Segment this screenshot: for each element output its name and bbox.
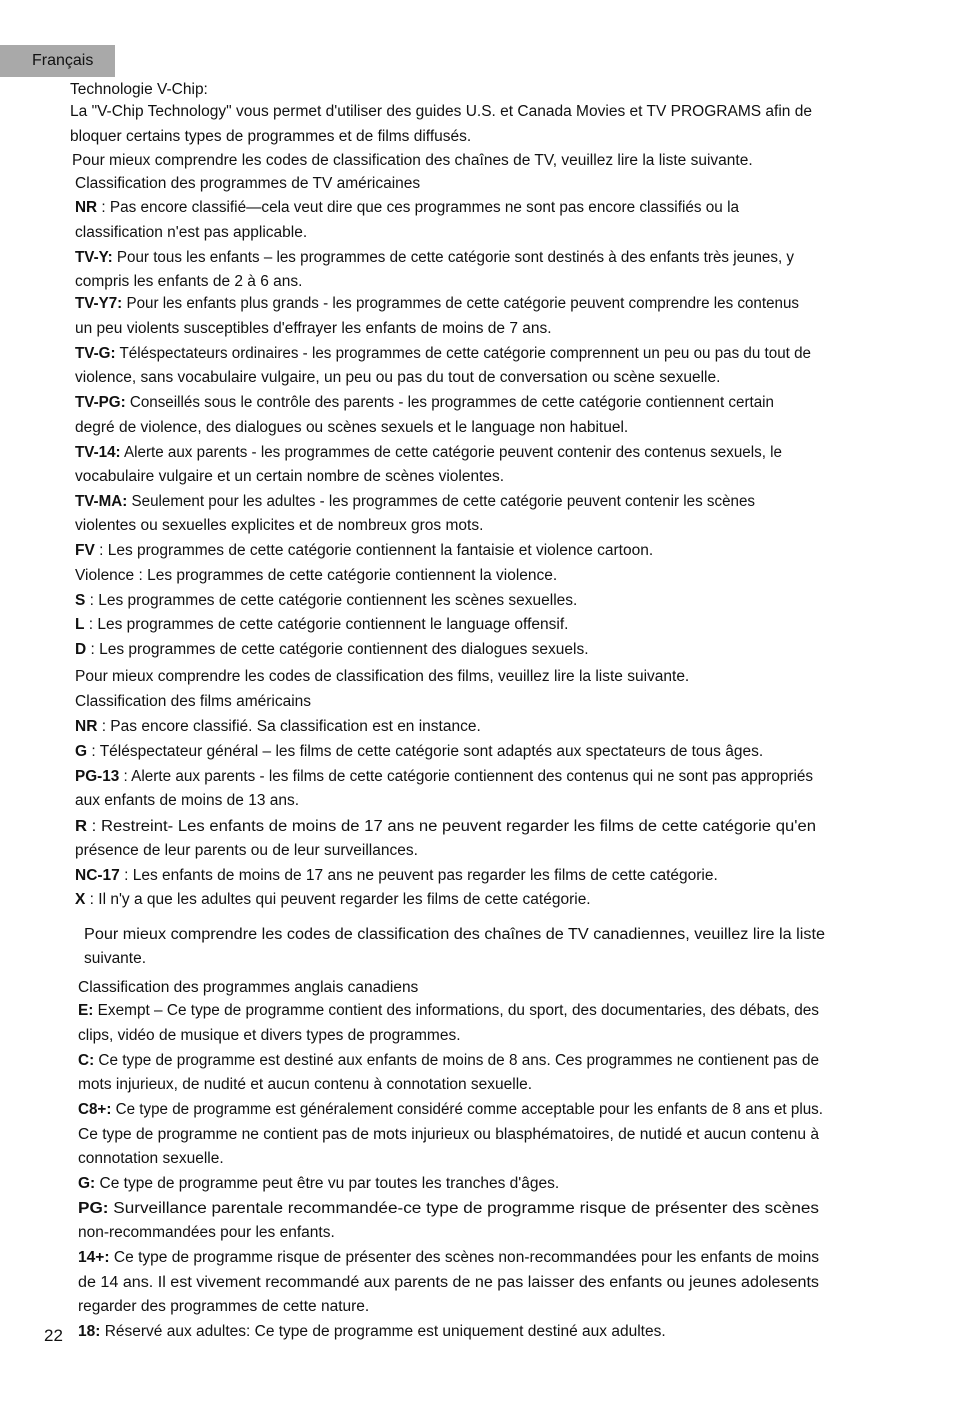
text-line xyxy=(78,1223,335,1243)
rating-code: NC-17 xyxy=(75,867,120,884)
text-line xyxy=(75,344,811,364)
rating-code: G xyxy=(75,743,88,760)
line-text: regarder des programmes de cette nature. xyxy=(78,1298,370,1315)
line-text: : Les programmes de cette catégorie contiennent la fantaisie et violence cartoon. xyxy=(94,542,654,559)
rating-code: NR xyxy=(75,199,98,216)
rating-code: TV-Y7: xyxy=(75,295,123,312)
text-line xyxy=(75,791,299,811)
text-line xyxy=(75,174,420,194)
line-text: suivante. xyxy=(84,950,147,967)
text-line xyxy=(75,492,755,512)
line-text: Ce type de programme ne contient pas de mots injurieux ou blasphématoires, de nutidé et aucun contenu à xyxy=(78,1126,820,1143)
line-text: Téléspectateurs ordinaires - les programmes de cette catégorie comprennent un peu ou pas du tout de xyxy=(115,345,811,362)
line-text: Alerte aux parents - les programmes de cette catégorie peuvent contenir des contenus sexuels, le xyxy=(120,444,782,461)
line-text: clips, vidéo de musique et divers types de programmes. xyxy=(78,1027,461,1044)
text-line xyxy=(78,1174,559,1194)
rating-code: C8+: xyxy=(78,1101,112,1118)
rating-code: R xyxy=(75,818,88,835)
rating-code: PG-13 xyxy=(75,768,120,785)
text-line xyxy=(75,516,483,536)
line-text: : Alerte aux parents - les films de cette catégorie contiennent des contenus qui ne sont pas appropriés xyxy=(119,768,814,785)
line-text: : Restreint- Les enfants de moins de 17 ans ne peuvent regarder les films de cette catégorie qu'en xyxy=(87,818,816,835)
line-text: Réservé aux adultes: Ce type de programme est uniquement destiné aux adultes. xyxy=(100,1323,666,1340)
text-line xyxy=(72,151,753,171)
text-line xyxy=(75,418,628,438)
text-line xyxy=(70,127,471,147)
rating-code: E: xyxy=(78,1002,94,1019)
line-text: : Les enfants de moins de 17 ans ne peuvent pas regarder les films de cette catégorie. xyxy=(119,867,718,884)
rating-code: G: xyxy=(78,1175,96,1192)
line-text: classification n'est pas applicable. xyxy=(75,224,308,241)
text-line xyxy=(75,393,774,413)
line-text: Ce type de programme est généralement considéré comme acceptable pour les enfants de 8 ans et plus. xyxy=(111,1101,824,1118)
text-line xyxy=(70,102,812,122)
line-text: Pour mieux comprendre les codes de classification des chaînes de TV, veuillez lire la liste suivante. xyxy=(72,152,753,169)
text-line xyxy=(75,841,418,861)
text-line xyxy=(78,978,418,998)
text-line xyxy=(75,692,311,712)
rating-code: TV-14: xyxy=(75,444,121,461)
line-text: : Les programmes de cette catégorie contiennent les scènes sexuelles. xyxy=(85,592,578,609)
rating-code: TV-PG: xyxy=(75,394,126,411)
text-line xyxy=(75,866,718,886)
line-text: : Il n'y a que les adultes qui peuvent regarder les films de cette catégorie. xyxy=(85,891,591,908)
text-line xyxy=(75,817,816,837)
line-text: Ce type de programme peut être vu par toutes les tranches d'âges. xyxy=(95,1175,560,1192)
line-text: Pour mieux comprendre les codes de classification des films, veuillez lire la liste suivante. xyxy=(75,668,690,685)
text-line xyxy=(75,667,689,687)
line-text: : Téléspectateur général – les films de cette catégorie sont adaptés aux spectateurs de tous âges. xyxy=(87,743,764,760)
text-line xyxy=(78,1273,819,1293)
text-line xyxy=(70,80,208,100)
rating-code: S xyxy=(75,592,86,609)
line-text: un peu violents susceptibles d'effrayer les enfants de moins de 7 ans. xyxy=(75,320,552,337)
text-line xyxy=(75,640,589,660)
text-line xyxy=(75,541,653,561)
text-line xyxy=(75,368,720,388)
line-text: degré de violence, des dialogues ou scènes sexuels et le language non habituel. xyxy=(75,419,629,436)
text-line xyxy=(78,1075,532,1095)
rating-code: 18: xyxy=(78,1323,101,1340)
line-text: Pour mieux comprendre les codes de classification des chaînes de TV canadiennes, veuillez lire la liste xyxy=(84,926,825,943)
text-line xyxy=(78,1051,819,1071)
text-line xyxy=(84,949,146,969)
text-line xyxy=(78,1026,461,1046)
text-line xyxy=(75,615,568,635)
line-text: Classification des programmes de TV américaines xyxy=(75,175,421,192)
rating-code: PG: xyxy=(78,1200,109,1217)
text-line xyxy=(84,925,825,945)
text-line xyxy=(75,566,557,586)
line-text: Classification des programmes anglais canadiens xyxy=(78,979,419,996)
text-line xyxy=(75,467,504,487)
rating-code: X xyxy=(75,891,86,908)
line-text: aux enfants de moins de 13 ans. xyxy=(75,792,300,809)
text-line xyxy=(75,272,302,292)
text-line xyxy=(78,1125,819,1145)
text-line xyxy=(75,717,481,737)
text-line xyxy=(75,742,763,762)
line-text: : Pas encore classifié—cela veut dire que ces programmes ne sont pas encore classifiés ou la xyxy=(97,199,739,216)
text-line xyxy=(75,890,591,910)
rating-code: C: xyxy=(78,1052,95,1069)
line-text: Technologie V-Chip: xyxy=(70,81,208,98)
line-text: Conseillés sous le contrôle des parents - les programmes de cette catégorie contiennent certain xyxy=(125,394,774,411)
line-text: de 14 ans. Il est vivement recommandé aux parents de ne pas laisser des enfants ou jeunes adolesents xyxy=(78,1274,819,1291)
line-text: Pour tous les enfants – les programmes de cette catégorie sont destinés à des enfants très jeunes, y xyxy=(112,249,794,266)
text-line xyxy=(78,1100,823,1120)
line-text: : Les programmes de cette catégorie contiennent des dialogues sexuels. xyxy=(86,641,589,658)
text-line xyxy=(75,198,739,218)
line-text: : Les programmes de cette catégorie contiennent le language offensif. xyxy=(84,616,569,633)
line-text: Surveillance parentale recommandée-ce type de programme risque de présenter des scènes xyxy=(108,1200,820,1217)
text-line xyxy=(78,1001,819,1021)
text-line xyxy=(75,248,794,268)
line-text: présence de leur parents ou de leur surveillances. xyxy=(75,842,418,859)
line-text: compris les enfants de 2 à 6 ans. xyxy=(75,273,303,290)
text-line xyxy=(78,1248,819,1268)
line-text: connotation sexuelle. xyxy=(78,1150,224,1167)
rating-code: TV-Y: xyxy=(75,249,113,266)
rating-code: L xyxy=(75,616,85,633)
rating-code: FV xyxy=(75,542,95,559)
page-number: 22 xyxy=(44,1326,63,1345)
line-text: non-recommandées pour les enfants. xyxy=(78,1224,335,1241)
line-text: Pour les enfants plus grands - les programmes de cette catégorie peuvent comprendre les contenus xyxy=(122,295,799,312)
rating-code: TV-G: xyxy=(75,345,116,362)
text-line xyxy=(78,1322,666,1342)
line-text: bloquer certains types de programmes et de films diffusés. xyxy=(70,128,472,145)
text-line xyxy=(75,767,813,787)
line-text: Classification des films américains xyxy=(75,693,312,710)
line-text: Exempt – Ce type de programme contient des informations, du sport, des documentaries, des débats, des xyxy=(93,1002,819,1019)
rating-code: NR xyxy=(75,718,98,735)
text-line xyxy=(75,319,552,339)
line-text: La "V-Chip Technology" vous permet d'utiliser des guides U.S. et Canada Movies et TV PROGRAMS afin de xyxy=(70,103,812,120)
language-tab: Français xyxy=(0,45,115,77)
line-text: Ce type de programme est destiné aux enfants de moins de 8 ans. Ces programmes ne contienent pas de xyxy=(94,1052,820,1069)
text-line xyxy=(75,294,799,314)
line-text: vocabulaire vulgaire et un certain nombre de scènes violentes. xyxy=(75,468,505,485)
text-line xyxy=(78,1199,819,1219)
line-text: : Pas encore classifié. Sa classification est en instance. xyxy=(97,718,481,735)
line-text: Seulement pour les adultes - les programmes de cette catégorie peuvent contenir les scènes xyxy=(127,493,755,510)
line-text: Violence : Les programmes de cette catégorie contiennent la violence. xyxy=(75,567,558,584)
text-line xyxy=(78,1297,369,1317)
line-text: Ce type de programme risque de présenter des scènes non-recommandées pour les enfants de moins xyxy=(109,1249,819,1266)
text-line xyxy=(75,223,307,243)
rating-code: D xyxy=(75,641,87,658)
rating-code: TV-MA: xyxy=(75,493,128,510)
line-text: mots injurieux, de nudité et aucun contenu à connotation sexuelle. xyxy=(78,1076,533,1093)
text-line xyxy=(75,443,782,463)
text-line xyxy=(75,591,577,611)
line-text: violentes ou sexuelles explicites et de nombreux gros mots. xyxy=(75,517,484,534)
text-line xyxy=(78,1149,224,1169)
line-text: violence, sans vocabulaire vulgaire, un peu ou pas du tout de conversation ou scène sexuelle. xyxy=(75,369,721,386)
rating-code: 14+: xyxy=(78,1249,110,1266)
